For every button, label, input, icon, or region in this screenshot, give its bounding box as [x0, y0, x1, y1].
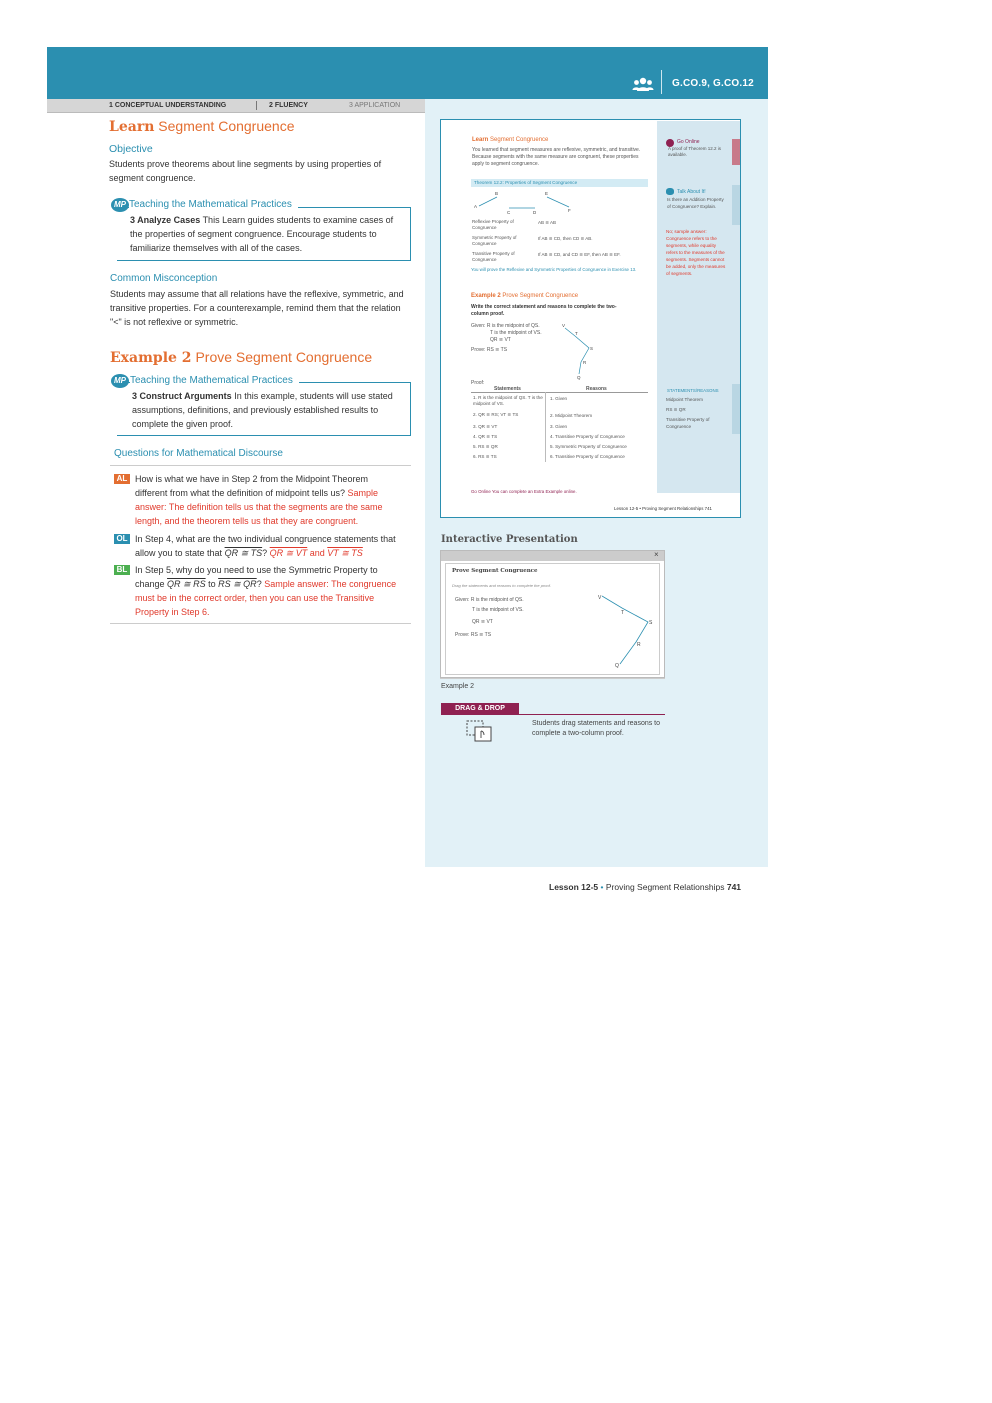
thumb-proof-label: Proof:: [471, 380, 485, 386]
sidebar-tab-marker: [732, 384, 740, 434]
segment-ab: [479, 197, 497, 206]
thumb-learn-title: Segment Congruence: [490, 137, 549, 143]
screen-proof-figure: [596, 592, 658, 668]
question-bl-q: ?: [256, 579, 262, 589]
caption-rule: [440, 678, 665, 679]
proof-reason: 4. Transitive Property of Congruence: [550, 434, 625, 439]
side-sr-2: RS ≅ QR: [666, 407, 686, 412]
point-label: Q: [615, 663, 619, 668]
badge-bl: BL: [114, 565, 130, 575]
screen-figure-path: [602, 596, 648, 664]
question-ol-answer-a: QR ≅ VT: [269, 548, 308, 558]
question-bl: [135, 563, 403, 619]
side-answer: No; sample answer: Congruence refers to the segments, while equality refers to the measures of the segments. Segments cannot be added, only the measures of segments.: [666, 229, 726, 276]
thumb-segments-figure: [471, 188, 581, 218]
thumb-theorem-title: Theorem 12.2: Properties of Segment Congruence: [474, 180, 578, 185]
thumb-col-reasons: Reasons: [586, 386, 607, 392]
example2-heading-bold: Example 2: [110, 350, 192, 366]
proof-reason: 6. Transitive Property of Congruence: [550, 454, 625, 459]
drag-drop-description: Students drag statements and reasons to complete a two-column proof.: [532, 720, 661, 737]
screen-given-3[interactable]: QR ≅ VT: [472, 619, 493, 625]
screen-given-2[interactable]: T is the midpoint of VS.: [472, 607, 524, 613]
question-bl-text: In Step 5, why do you need to use the Symmetric Property to change: [135, 565, 378, 589]
lesson-phase-tabs: [47, 99, 425, 112]
thumb-given-1: Given: R is the midpoint of QS.: [471, 323, 540, 329]
thumbnail-sidebar: [657, 121, 740, 493]
sidebar-tab-marker: [732, 139, 740, 165]
point-label: V: [562, 323, 566, 328]
thumb-prop-stmt: If AB ≅ CD, then CD ≅ AB.: [538, 236, 593, 241]
screen-prove[interactable]: Prove: RS ≅ TS: [455, 632, 492, 638]
side-sr-1: Midpoint Theorem: [666, 397, 703, 402]
thumb-example-title: Prove Segment Congruence: [502, 293, 579, 299]
screen-instruction: Drag the statements and reasons to complete the proof.: [452, 583, 551, 588]
side-sr-title: STATEMENTS/REASONS: [667, 388, 719, 393]
talk-bubble-icon: [666, 188, 674, 195]
mp-text: [132, 389, 404, 431]
tab-separator: [256, 101, 257, 110]
mp-body: This Learn guides students to examine cases of the properties of segment congruence. Encourage students to familiarize themselves with all of the cases.: [130, 215, 394, 253]
mp-body: In this example, students will use stated assumptions, definitions, and previously established results to complete the given proof.: [132, 391, 393, 429]
side-talk-title: Talk About It!: [677, 189, 706, 195]
questions-heading: Questions for Mathematical Discourse: [114, 448, 283, 459]
proof-statement: 4. QR ≅ TS: [473, 434, 498, 439]
close-icon[interactable]: ×: [654, 550, 659, 559]
point-label: S: [649, 620, 653, 626]
thumb-learn-heading: [472, 137, 548, 143]
question-ol-text: In Step 4, what are the two individual congruence statements that allow you to state that: [135, 534, 396, 558]
thumb-footer: Lesson 12-5 • Proving Segment Relationships 741: [614, 506, 712, 511]
objective-heading: Objective: [109, 143, 153, 155]
drag-drop-badge: DRAG & DROP: [441, 703, 519, 714]
point-label: B: [495, 191, 499, 196]
point-label: E: [545, 191, 549, 196]
mp-lead: 3 Construct Arguments: [132, 391, 232, 401]
thumb-prop-name: Symmetric Property of Congruence: [472, 235, 517, 246]
thumb-given-3: QR ≅ VT: [490, 337, 511, 343]
thumb-instruction: Write the correct statement and reasons to complete the two-column proof.: [471, 304, 617, 317]
misconception-text: Students may assume that all relations have the reflexive, symmetric, and transitive properties. For a counterexample, remind them that the relation "<" is not reflexive or symmetric.: [110, 289, 404, 327]
question-al-text: How is what we have in Step 2 from the Midpoint Theorem different from what the definition of midpoint tells us?: [135, 474, 368, 498]
question-ol-math: QR ≅ TS: [224, 548, 263, 558]
side-sr-3: Transitive Property of Congruence: [666, 417, 710, 429]
sidebar-tab-marker: [732, 185, 740, 225]
point-label: C: [507, 210, 511, 215]
side-go-online-text: A proof of Theorem 12.2 is available.: [668, 146, 721, 157]
point-label: S: [590, 346, 594, 351]
misconception-heading: Common Misconception: [110, 273, 218, 284]
drag-drop-icon: [465, 719, 495, 745]
side-talk-text: Is there an Addition Property of Congruence? Explain.: [667, 197, 724, 209]
header-separator: [661, 70, 662, 94]
drag-drop-rule: [441, 714, 665, 715]
mp-lead: 3 Analyze Cases: [130, 215, 201, 225]
proof-reason: 2. Midpoint Theorem: [550, 413, 593, 418]
proof-statement: 6. RS ≅ TS: [473, 454, 497, 459]
tab-fluency: 2 FLUENCY: [269, 102, 308, 109]
thumb-intro: You learned that segment measures are reflexive, symmetric, and transitive. Because segments with the same measure are congruent, these properties apply to segment congruence.: [472, 147, 641, 167]
screen-given-1[interactable]: Given: R is the midpoint of QS.: [455, 597, 524, 603]
mp-icon: MP: [111, 198, 129, 212]
point-label: T: [621, 610, 625, 616]
footer-separator: •: [600, 882, 604, 892]
people-group-icon: [632, 76, 654, 92]
thumb-prop-stmt: AB ≅ AB: [538, 220, 557, 225]
proof-statement: 3. QR ≅ VT: [473, 424, 498, 429]
point-label: T: [575, 331, 578, 336]
side-go-online-title: Go Online: [677, 139, 700, 145]
screen-title: Prove Segment Congruence: [452, 568, 538, 574]
proof-statement: 1. R is the midpoint of QS. T is the midpoint of VS.: [473, 395, 543, 406]
thumb-prop-name: Reflexive Property of Congruence: [472, 219, 514, 230]
thumb-prop-stmt: If AB ≅ CD, and CD ≅ EF, then AB ≅ EF.: [538, 252, 621, 257]
thumb-prop-name: Transitive Property of Congruence: [472, 251, 515, 262]
footer-lesson: Lesson 12-5: [549, 882, 599, 892]
page-number: 741: [726, 882, 742, 892]
example2-heading: [110, 349, 372, 366]
point-label: R: [637, 642, 641, 648]
page-footer: [549, 882, 741, 892]
point-label: Q: [577, 375, 581, 380]
point-label: V: [598, 595, 602, 601]
thumb-learn-bold: Learn: [472, 137, 489, 143]
question-ol-and: and: [309, 548, 325, 558]
interactive-title-bar: [441, 551, 664, 561]
mp-text: [130, 213, 404, 255]
example2-heading-title: Prove Segment Congruence: [195, 349, 373, 365]
proof-statement: 5. RS ≅ QR: [473, 444, 498, 449]
proof-statement: 2. QR ≅ RS; VT ≅ TS: [473, 412, 519, 417]
point-label: D: [533, 210, 537, 215]
thumb-example-heading: [471, 293, 578, 299]
thumb-col-statements: Statements: [494, 386, 521, 392]
badge-ol: OL: [114, 534, 130, 544]
tab-conceptual-understanding: 1 CONCEPTUAL UNDERSTANDING: [109, 102, 227, 109]
mp-heading: Teaching the Mathematical Practices: [130, 375, 299, 386]
point-label: A: [474, 204, 478, 209]
interactive-caption: Example 2: [441, 683, 475, 690]
objective-text: Students prove theorems about line segments by using properties of segment congruence.: [109, 159, 382, 183]
question-bl-answer: Sample answer: The congruence must be in the correct order, then you can use the Transitive Property in Step 6.: [135, 579, 397, 617]
thumb-example-bold: Example 2: [471, 293, 501, 299]
tab-application: 3 APPLICATION: [349, 102, 401, 109]
footer-title: Proving Segment Relationships: [605, 882, 725, 892]
header-band: [47, 47, 768, 99]
question-ol: [135, 532, 411, 560]
questions-end-rule: [110, 623, 411, 624]
proof-table-divider: [545, 392, 546, 462]
question-bl-math2: RS ≅ QR: [218, 579, 257, 589]
thumb-given-2: T is the midpoint of VS.: [490, 330, 542, 336]
mp-icon: MP: [111, 374, 129, 388]
point-label: R: [583, 360, 587, 365]
tab-rule: [47, 112, 425, 113]
badge-al: AL: [114, 474, 130, 484]
proof-reason: 5. Symmetric Property of Congruence: [550, 444, 627, 449]
proof-reason: 1. Given: [550, 396, 568, 401]
thumb-go-online: Go Online You can complete an Extra Example online.: [471, 489, 577, 494]
question-ol-answer-b: VT ≅ TS: [327, 548, 363, 558]
questions-rule: [110, 465, 411, 466]
mp-heading: Teaching the Mathematical Practices: [129, 199, 298, 210]
learn-heading-bold: Learn: [109, 119, 155, 135]
question-al-answer: Sample answer: The definition tells us that the segments are the same length, and the theorem tells us that they are congruent.: [135, 488, 383, 526]
learn-heading-title: Segment Congruence: [158, 118, 295, 134]
thumb-proof-figure: [555, 322, 605, 380]
question-ol-q: ?: [262, 548, 268, 558]
question-bl-math1: QR ≅ RS: [167, 579, 206, 589]
learn-heading: [109, 118, 294, 135]
standards-label: G.CO.9, G.CO.12: [672, 78, 754, 89]
point-label: F: [568, 208, 571, 213]
thumb-note: You will prove the Reflexive and Symmetric Properties of Congruence in Exercise 13.: [471, 267, 637, 272]
segment-ef: [547, 197, 569, 207]
interactive-presentation-heading: Interactive Presentation: [441, 534, 578, 545]
thumb-prove: Prove: RS ≅ TS: [471, 347, 508, 353]
question-al: [135, 472, 397, 528]
proof-reason: 3. Given: [550, 424, 568, 429]
question-bl-to: to: [208, 579, 216, 589]
